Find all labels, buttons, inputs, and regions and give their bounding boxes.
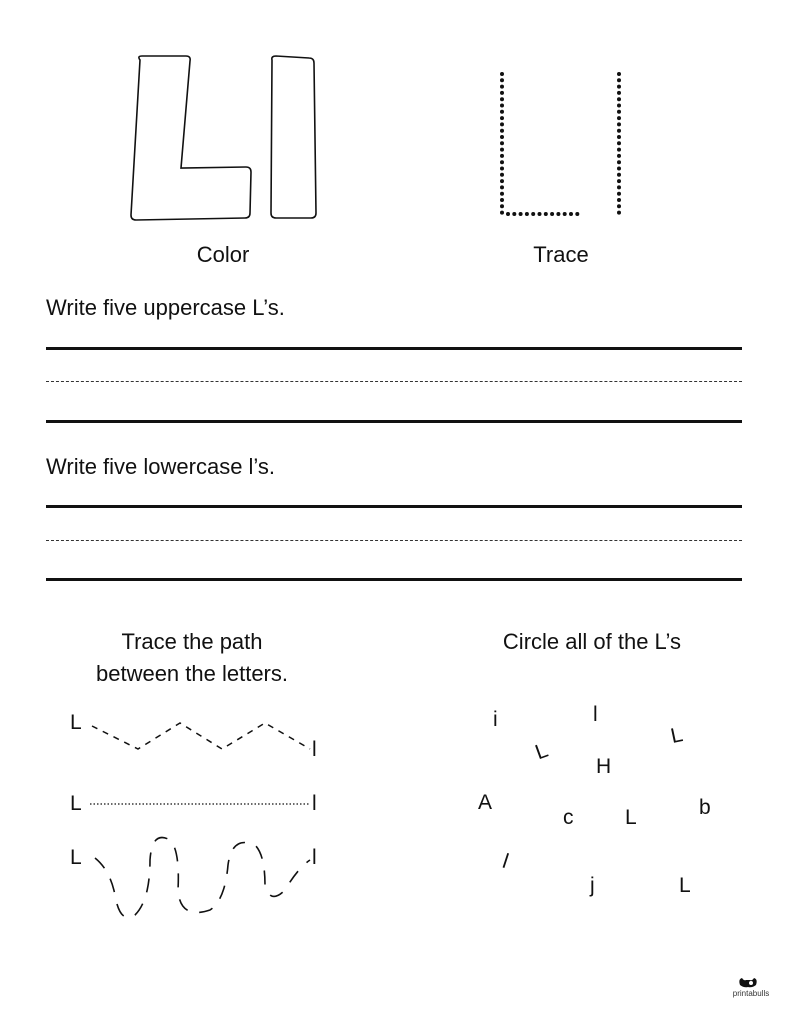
path-end-letter: l [312,846,317,869]
lowercase-prompt: Write five lowercase l’s. [46,454,276,479]
scattered-letter[interactable]: L [532,738,552,765]
scattered-letter[interactable]: l [499,849,512,874]
scattered-letter[interactable]: L [625,806,637,829]
path-end-letter: l [312,792,317,815]
logo-text: printabulls [732,989,770,998]
path-start-letter: L [70,711,82,734]
path-title-line1: Trace the path [121,629,263,654]
scattered-letter[interactable]: j [590,874,595,897]
bull-icon [736,975,766,989]
printabulls-logo [722,975,780,998]
trace-caption: Trace [533,242,589,267]
color-caption: Color [196,242,250,267]
zigzag-path [92,723,310,749]
circle-title: Circle all of the L’s [502,629,682,654]
scattered-letter[interactable]: L [668,723,685,748]
uppercase-prompt: Write five uppercase L’s. [46,295,285,320]
scattered-letter[interactable]: A [478,791,493,814]
path-end-letter: l [312,738,317,761]
scattered-letter[interactable]: b [699,796,711,819]
wavy-path [95,838,310,918]
path-start-letter: L [70,792,82,815]
scattered-letter[interactable]: l [593,703,598,726]
scattered-letter[interactable]: c [563,806,574,829]
scattered-letter[interactable]: i [493,708,498,731]
scattered-letter[interactable]: L [679,874,691,897]
scattered-letter[interactable]: H [596,755,612,778]
path-start-letter: L [70,846,82,869]
path-title-line2: between the letters. [95,661,288,686]
